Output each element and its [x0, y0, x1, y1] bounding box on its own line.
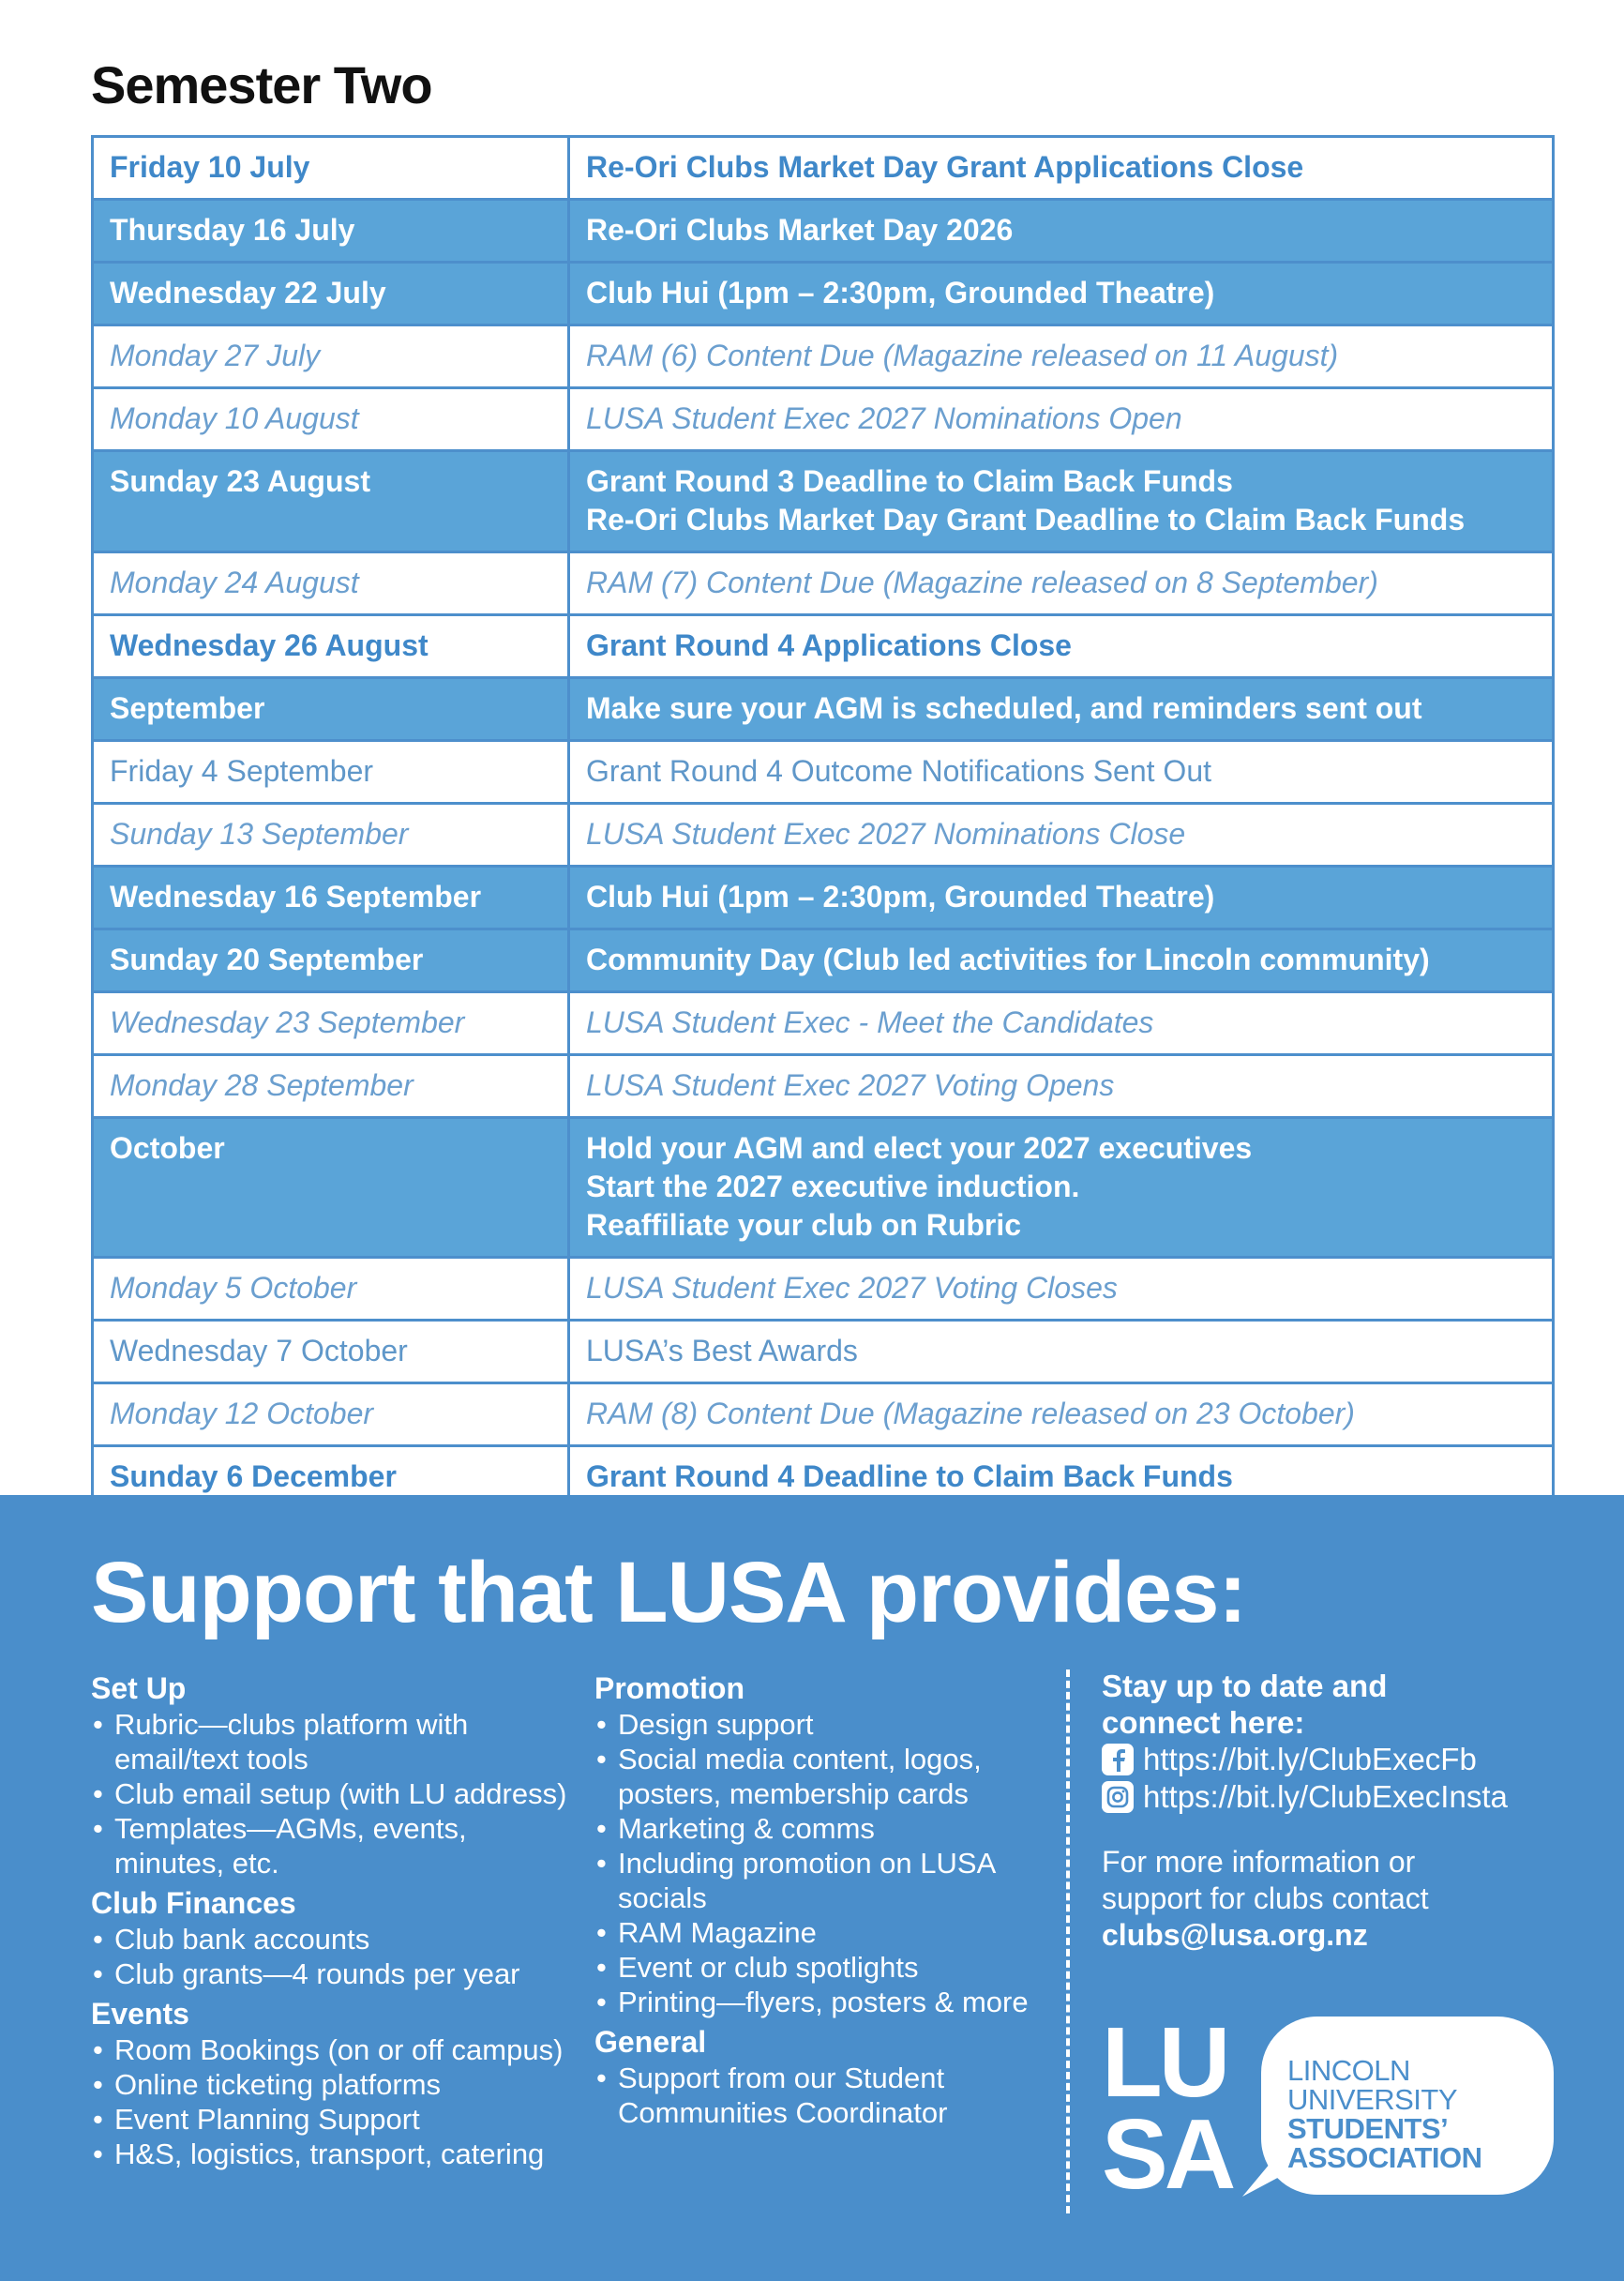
event-date: Sunday 6 December — [93, 1446, 569, 1509]
event-date: Monday 12 October — [93, 1383, 569, 1446]
event-line: Community Day (Club led activities for Lincoln community) — [586, 943, 1430, 976]
event-description — [569, 263, 1554, 325]
event-line: Make sure your AGM is scheduled, and reminders sent out — [586, 691, 1422, 725]
event-line: Start the 2027 executive induction. — [586, 1170, 1080, 1203]
event-line: LUSA Student Exec 2027 Nominations Close — [586, 817, 1186, 851]
list-item: • RAM Magazine — [594, 1915, 1054, 1950]
event-line: LUSA’s Best Awards — [586, 1334, 858, 1367]
instagram-icon — [1102, 1781, 1134, 1813]
event-date: Friday 10 July — [93, 137, 569, 200]
event-line: Re-Ori Clubs Market Day Grant Deadline to Claim Back Funds — [586, 503, 1466, 536]
event-line: Grant Round 4 Applications Close — [586, 628, 1072, 662]
calendar-row — [93, 678, 1554, 741]
event-description — [569, 1258, 1554, 1321]
calendar-row — [93, 929, 1554, 992]
calendar-row — [93, 325, 1554, 388]
calendar-row — [93, 992, 1554, 1055]
calendar-row — [93, 615, 1554, 678]
event-line: Grant Round 3 Deadline to Claim Back Funds — [586, 464, 1233, 498]
event-description — [569, 325, 1554, 388]
calendar-row — [93, 200, 1554, 263]
page-title: Semester Two — [91, 55, 432, 114]
list-item: • Marketing & comms — [594, 1811, 1054, 1846]
list-item: • Printing—flyers, posters & more — [594, 1985, 1054, 2019]
support-section — [0, 1495, 1624, 2281]
event-line: Hold your AGM and elect your 2027 executives — [586, 1131, 1253, 1165]
event-line: RAM (8) Content Due (Magazine released on 23 October) — [586, 1397, 1355, 1430]
event-description — [569, 804, 1554, 867]
logo-line-4: ASSOCIATION — [1287, 2141, 1482, 2174]
logo-letters-top: LU — [1102, 2007, 1227, 2118]
lusa-logo — [1102, 2007, 1561, 2213]
event-line: LUSA Student Exec 2027 Nominations Open — [586, 401, 1182, 435]
event-date: Wednesday 7 October — [93, 1321, 569, 1383]
event-date: Wednesday 16 September — [93, 867, 569, 929]
calendar-row — [93, 137, 1554, 200]
event-description — [569, 867, 1554, 929]
support-column-2 — [594, 1664, 1054, 2130]
support-title: Support that LUSA provides: — [91, 1545, 1247, 1640]
setup-heading: Set Up — [91, 1671, 187, 1705]
list-item: • H&S, logistics, transport, catering — [91, 2137, 579, 2171]
list-item: • Event Planning Support — [91, 2102, 579, 2137]
more-info-line-1: For more information or — [1102, 1845, 1416, 1879]
calendar-row — [93, 451, 1554, 552]
logo-line-3: STUDENTS’ — [1287, 2112, 1449, 2145]
logo-letters — [1102, 2007, 1233, 2210]
event-description — [569, 388, 1554, 451]
finances-list — [91, 1922, 579, 1991]
event-line: Re-Ori Clubs Market Day Grant Applications Close — [586, 150, 1304, 184]
event-date: Monday 28 September — [93, 1055, 569, 1118]
list-item: • Online ticketing platforms — [91, 2067, 579, 2102]
calendar-row — [93, 1055, 1554, 1118]
event-description — [569, 929, 1554, 992]
event-description — [569, 1055, 1554, 1118]
facebook-icon — [1102, 1744, 1134, 1775]
calendar-row — [93, 1258, 1554, 1321]
event-description — [569, 1321, 1554, 1383]
calendar-row — [93, 263, 1554, 325]
events-heading: Events — [91, 1997, 189, 2031]
event-date: Sunday 23 August — [93, 451, 569, 552]
logo-line-2: UNIVERSITY — [1287, 2083, 1458, 2116]
event-line: Grant Round 4 Deadline to Claim Back Funds — [586, 1459, 1233, 1493]
contact-email[interactable]: clubs@lusa.org.nz — [1102, 1918, 1368, 1952]
event-date: Wednesday 26 August — [93, 615, 569, 678]
logo-line-1: LINCOLN — [1287, 2054, 1410, 2087]
dashed-divider — [1066, 1669, 1070, 2213]
stay-heading-2: connect here: — [1102, 1705, 1305, 1740]
event-date: Monday 10 August — [93, 388, 569, 451]
list-item: • Including promotion on LUSA socials — [594, 1846, 1054, 1915]
list-item: • Rubric—clubs platform with email/text tools — [91, 1707, 579, 1776]
event-date: October — [93, 1118, 569, 1258]
calendar-row — [93, 388, 1554, 451]
instagram-link-row[interactable] — [1102, 1778, 1589, 1816]
finances-heading: Club Finances — [91, 1886, 296, 1920]
event-line: Club Hui (1pm – 2:30pm, Grounded Theatre) — [586, 880, 1215, 914]
event-date: Wednesday 23 September — [93, 992, 569, 1055]
calendar-row — [93, 1321, 1554, 1383]
event-description — [569, 1118, 1554, 1258]
event-line: LUSA Student Exec - Meet the Candidates — [586, 1005, 1154, 1039]
calendar-row — [93, 741, 1554, 804]
event-line: Reaffiliate your club on Rubric — [586, 1208, 1022, 1242]
event-line: Club Hui (1pm – 2:30pm, Grounded Theatre) — [586, 276, 1215, 310]
calendar-row — [93, 804, 1554, 867]
event-date: Friday 4 September — [93, 741, 569, 804]
event-description — [569, 678, 1554, 741]
event-line: RAM (6) Content Due (Magazine released on 11 August) — [586, 339, 1339, 372]
list-item: • Templates—AGMs, events, minutes, etc. — [91, 1811, 579, 1881]
list-item: • Event or club spotlights — [594, 1950, 1054, 1985]
event-description — [569, 615, 1554, 678]
general-heading: General — [594, 2025, 707, 2059]
setup-list — [91, 1707, 579, 1881]
event-line: LUSA Student Exec 2027 Voting Closes — [586, 1271, 1118, 1305]
event-date: Monday 27 July — [93, 325, 569, 388]
facebook-link[interactable]: https://bit.ly/ClubExecFb — [1143, 1742, 1477, 1776]
event-description — [569, 741, 1554, 804]
list-item: • Club bank accounts — [91, 1922, 579, 1956]
event-line: LUSA Student Exec 2027 Voting Opens — [586, 1068, 1115, 1102]
semester-calendar-table — [91, 135, 1555, 1510]
list-item: • Room Bookings (on or off campus) — [91, 2032, 579, 2067]
event-date: Monday 5 October — [93, 1258, 569, 1321]
general-list — [594, 2061, 1054, 2130]
promotion-list — [594, 1707, 1054, 2019]
facebook-link-row[interactable] — [1102, 1741, 1589, 1778]
event-description — [569, 200, 1554, 263]
events-list — [91, 2032, 579, 2171]
list-item: • Design support — [594, 1707, 1054, 1742]
event-line: Re-Ori Clubs Market Day 2026 — [586, 213, 1014, 247]
event-date: Wednesday 22 July — [93, 263, 569, 325]
logo-wordmark — [1287, 2056, 1482, 2172]
instagram-link[interactable]: https://bit.ly/ClubExecInsta — [1143, 1779, 1508, 1814]
event-description — [569, 451, 1554, 552]
event-line: Grant Round 4 Outcome Notifications Sent Out — [586, 754, 1211, 788]
event-description — [569, 137, 1554, 200]
support-column-1 — [91, 1664, 579, 2171]
event-description — [569, 992, 1554, 1055]
logo-letters-bottom: SA — [1102, 2099, 1233, 2210]
support-column-3 — [1102, 1668, 1589, 1954]
calendar-row — [93, 1383, 1554, 1446]
list-item: • Social media content, logos, posters, membership cards — [594, 1742, 1054, 1811]
stay-heading-1: Stay up to date and — [1102, 1669, 1388, 1703]
event-date: Sunday 13 September — [93, 804, 569, 867]
event-line: RAM (7) Content Due (Magazine released on 8 September) — [586, 566, 1378, 599]
promotion-heading: Promotion — [594, 1671, 744, 1705]
event-date: Monday 24 August — [93, 552, 569, 615]
event-date: Sunday 20 September — [93, 929, 569, 992]
more-info-line-2: support for clubs contact — [1102, 1881, 1429, 1915]
list-item: • Club email setup (with LU address) — [91, 1776, 579, 1811]
list-item: • Support from our Student Communities Coordinator — [594, 2061, 1054, 2130]
calendar-row — [93, 867, 1554, 929]
list-item: • Club grants—4 rounds per year — [91, 1956, 579, 1991]
event-description — [569, 552, 1554, 615]
event-date: September — [93, 678, 569, 741]
event-description — [569, 1383, 1554, 1446]
event-date: Thursday 16 July — [93, 200, 569, 263]
calendar-row — [93, 552, 1554, 615]
more-info — [1102, 1844, 1589, 1954]
calendar-row — [93, 1118, 1554, 1258]
